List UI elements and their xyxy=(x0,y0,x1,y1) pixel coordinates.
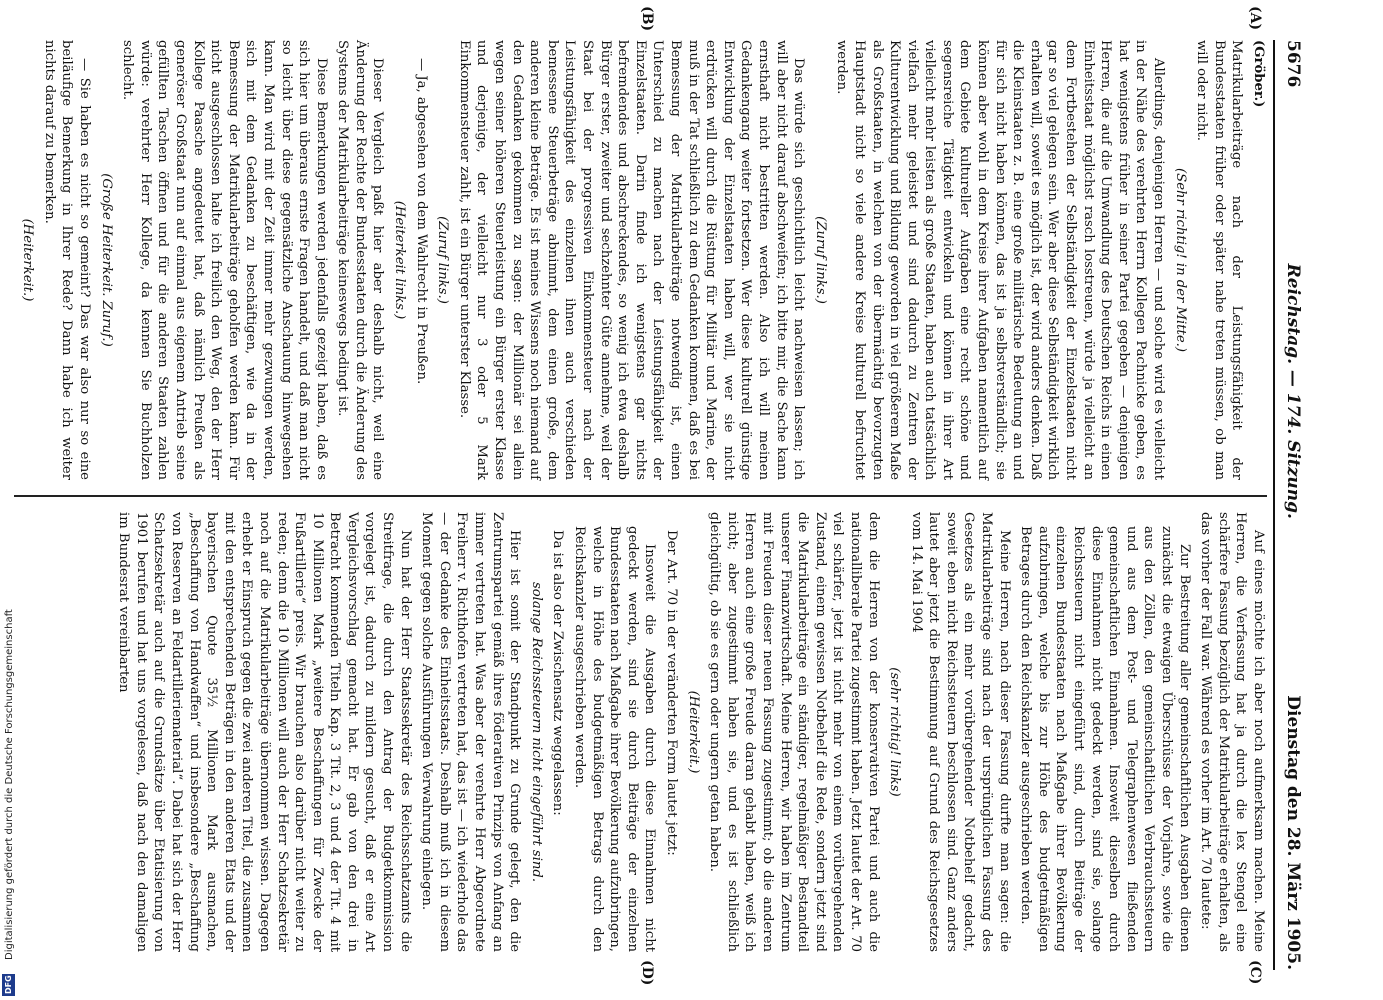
paragraph: Meine Herren, nach dieser Fassung durfte man sagen: die Matrikularbeiträge sind nach der ursprünglichen Fassung des Gesetzes als ein mehr vorübergehender Notbehelf gedacht, soweit eben nicht Reichssteuern beschlossen sind. Ganz anders lautet aber jetzt die Bestimmung auf Grund des Reichsgesetzes vom 14. Mai 1904 xyxy=(908,512,1012,952)
paragraph: Dieser Vergleich paßt hier aber deshalb nicht, weil eine Änderung der Rechte der Bundesstaaten durch die Änderung des Systems der Matrikularbeiträge keineswegs bedingt ist. xyxy=(335,40,386,480)
dfg-logo: DFG xyxy=(4,975,13,995)
paragraph: Der Art. 70 in der veränderten Form lautet jetzt: xyxy=(664,530,679,856)
quoted-law-text: Zur Bestreitung aller gemeinschaftlichen Ausgaben dienen zunächst die etwaigen Überschüsse der Vorjahre, sowie die aus den Zöllen, den gemeinschaftlichen Verbrauchssteuern und aus dem Post- und Telegraphenwesen fließenden gemeinschaftlichen Einnahmen. Insoweit dieselben durch diese Einnahmen nicht gedeckt werden, sind sie, solange Reichssteuern nicht eingeführt sind, durch Beiträge der einzelnen Bundesstaaten nach Maßgabe ihrer Bevölkerung aufzubringen, welche bis zur Höhe des budgetmäßigen Betrages durch den Reichskanzler ausgeschrieben werden. xyxy=(1018,526,1192,952)
interjection: (Heiterkeit.) xyxy=(20,218,36,302)
paragraph: Da ist also der Zwischensatz weggelassen: xyxy=(550,530,566,816)
interjection: (Heiterkeit links.) xyxy=(392,200,408,320)
quoted-law-text: Insoweit die Ausgaben durch diese Einnahmen nicht gedeckt werden, sind sie durch Beiträge der einzelnen Bundesstaaten nach Maßgabe ihrer Bevölkerung aufzubringen, welche in Höhe des budgetmäßigen Betrags durch den Reichskanzler ausgeschrieben werden. xyxy=(572,526,658,952)
margin-mark-d: (D) xyxy=(639,960,655,986)
margin-mark-b: (B) xyxy=(639,6,655,32)
quoted-clause: solange Reichssteuern nicht eingeführt sind. xyxy=(528,581,544,883)
interjection: (Heiterkeit.) xyxy=(685,690,701,774)
paragraph: Auf eines möchte ich aber noch aufmerksam machen. Meine Herren, die Verfassung hat ja durch die lex Stengel eine schärfere Fassung bezüglich der Matrikularbeiträge erhalten, als das vorher der Fall war. Während es vorher im Art. 70 lautete: xyxy=(1198,512,1266,952)
paragraph: Hier ist somit der Standpunkt zu Grunde gelegt, den die Zentrumspartei gemäß ihres föderativen Prinzips von Anfang an immer vertreten hat. Was aber der verehrte Herr Abgeordnete Freiherr v. Richthofen vertreten hat, das ist — ich wiederhole das — der Gedanke des Einheitsstaats. Deshalb muß ich in diesem Moment gegen solche Ausführungen Verwahrung einlegen. xyxy=(419,512,523,952)
paragraph: — Sie haben es nicht so gemeint? Das war also nur so eine beiläufige Bemerkung in Ihrer Rede? Dann habe ich weiter nichts darauf zu bemerken. xyxy=(41,40,92,480)
margin-mark-a: (A) xyxy=(1247,6,1263,31)
paragraph: dem die Herren von der konservativen Partei und auch die nationalliberale Partei zugestimmt haben. Jetzt lautet der Art. 70 viel schärfer, jetzt ist nicht mehr von einem vorübergehenden Zustand, einem gewissen Notbehelf die Rede, sondern jetzt sind die Matrikularbeiträge ein ständiger, regelmäßiger Bestandteil unserer Finanzwirtschaft. Meine Herren, wir haben im Zentrum mit Freuden dieser neuen Fassung zugestimmt; ob die anderen Herren auch eine große Freude daran gehabt haben, weiß ich nicht; aber zugestimmt haben sie, und es ist schließlich gleichgültig, ob sie es gern oder ungern getan haben. xyxy=(707,512,881,952)
paragraph: Das würde sich geschichtlich leicht nachweisen lassen; ich will aber nicht darauf abschweifen; ich bitte mir, die Sache kann ernsthaft nicht bestritten werden. Also ich will meinen Gedankengang weiter fortsetzen. Wer diese kulturell günstige Entwicklung der Einzelstaaten haben will, wer sie nicht erdrücken will durch die Rüstung für Militär und Marine, der muß in der Tat schließlich zu dem Gedanken kommen, daß es bei Bemessung der Matrikularbeiträge notwendig ist, einen Unterschied zu machen nach der Leistungsfähigkeit der Einzelstaaten. Darin finde ich wenigstens gar nichts befremdendes und abschreckendes, so wenig ich etwa deshalb Bürger erster, zweiter und sechzehnter Güte annehme, weil der Staat bei der progressiven Einkommensteuer nach der Leistungsfähigkeit des einzelnen ihnen auch verschieden bemessene Steuerbeträge abnimmt, dem einen große, dem anderen kleine Beträge. Es ist meines Wissens noch niemand auf den Gedanken gekommen zu sagen: der Millionär sei allein wegen seiner höheren Steuerleistung ein Bürger erster Klasse und derjenige, der vielleicht nur 3 oder 5 Mark Einkommensteuer zahlt, ist ein Bürger unterster Klasse. xyxy=(456,40,807,480)
left-column xyxy=(15,40,1267,480)
header-rule xyxy=(1273,40,1275,970)
column-divider xyxy=(14,495,1267,497)
interjection: (Zuruf links.) xyxy=(435,216,451,304)
interjection: (Große Heiterkeit. Zuruf.) xyxy=(98,173,114,347)
paragraph: Diese Bemerkungen werden jedenfalls gezeigt haben, daß es sich hier um überaus ernste Fragen handelt, und daß man nicht so leicht über diese gegensätzliche Anschauung hinwegsehen kann. Man wird mit der Zeit immer mehr gezwungen werden, sich mit dem Gedanken zu beschäftigen, wie da in der Bemessung der Matrikularbeiträge geholfen werden kann. Für nicht ausgeschlossen halte ich freilich den Weg, den der Herr Kollege Paasche angedeutet hat, daß nämlich Preußen als generöser Großstaat nun auf einmal aus eigenem Antrieb seine gefüllten Taschen öffnen und für die anderen Staaten zahlen würde: verehrter Herr Kollege, da kennen Sie Buchholzen schlecht. xyxy=(120,40,329,480)
right-column xyxy=(111,512,1267,952)
interjection: (Zuruf links.) xyxy=(812,216,828,304)
interjection: (Sehr richtig! in der Mitte.) xyxy=(1172,168,1188,352)
page-date: Dienstag den 28. März 1905. xyxy=(1283,695,1303,970)
paragraph: Nun hat der Herr Staatssekretär des Reichsschatzamts die Streitfrage, die durch den Antrag der Budgetkommission vorgelegt ist, dadurch zu mildern gesucht, daß er eine Art Vergleichsvorschlag gemacht hat. Er gab von den drei in Betracht kommenden Titeln Kap. 3 Tit. 2, 3 und 4 der Tit. 4 mit 10 Millionen Mark „weitere Beschaffungen für Zwecke der Fußartillerie“ preis. Wir brauchen also darüber nicht weiter zu reden; denn die 10 Millionen will auch der Herr Schatzsekretär noch auf die Matrikularbeiträge übernommen wissen. Dagegen erhebt er Einspruch gegen die zwei anderen Titel, die zusammen mit den entsprechenden Beträgen in den anderen Etats und der bayerischen Quote 35½ Millionen Mark ausmachen, „Beschaffung von Handwaffen“ und insbesondere „Beschaffung von Reserven an Feldartilleriematerial“. Dabei hat sich der Herr Schatzsekretär auch auf die Grundsätze über Etatisierung von 1901 berufen und hat uns vorgelesen, daß nach den damaligen im Bundesrat vereinbarten xyxy=(116,512,413,952)
digitization-credit: Digitalisierung gefördert durch die Deutsche Forschungsgemeinschaft xyxy=(4,609,15,960)
interjection: (sehr richtig! links) xyxy=(887,667,903,797)
page-header xyxy=(1279,40,1307,970)
page-title: Reichstag. — 174. Sitzung. xyxy=(1283,263,1303,519)
page-number: 5676 xyxy=(1283,40,1303,88)
paragraph: Matrikularbeiträge nach der Leistungsfähigkeit der Bundesstaaten früher oder später nahe treten müssen, ob man will oder nicht. xyxy=(1194,40,1245,480)
speaker-label: (Gröber.) xyxy=(1251,40,1266,108)
margin-mark-c: (C) xyxy=(1247,960,1263,985)
paragraph: Allerdings, denjenigen Herren — und solche wird es vielleicht in der Nähe des verehrten Herrn Kollegen Pachnicke geben, es hat wenigstens früher in seiner Partei gegeben — denjenigen Herren, die auf die Umwandlung des Deutschen Reichs in einen Einheitsstaat möglichst rasch losstreuen, würde ja vielleicht an dem Fortbestehen der Selbständigkeit der Einzelstaaten nicht gar so viel gelegen sein. Wer aber diese Selbständigkeit wirklich erhalten will, soweit es möglich ist, der wird anders denken. Daß die Kleinstaaten z. B. eine große militärische Bedeutung an und für sich nicht haben können, das ist ja selbstverständlich; sie können aber wohl in dem Kreise ihrer Aufgaben namentlich auf dem Gebiete kultureller Aufgaben eine recht schöne und segensreiche Tätigkeit entwickeln und können in ihrer Art vielleicht mehr leisten als große Staaten, haben auch tatsächlich vielfach mehr geleistet und sind dadurch zu Zentren der Kulturentwicklung und Bildung geworden in viel größerem Maße als Großstaaten, in welchen von der übermächtig bevorzugten Hauptstadt nicht so viele andere Kreise kulturell befruchtet werden. xyxy=(834,40,1167,480)
paragraph: — Ja, abgesehen von dem Wahlrecht in Preußen. xyxy=(413,58,429,385)
